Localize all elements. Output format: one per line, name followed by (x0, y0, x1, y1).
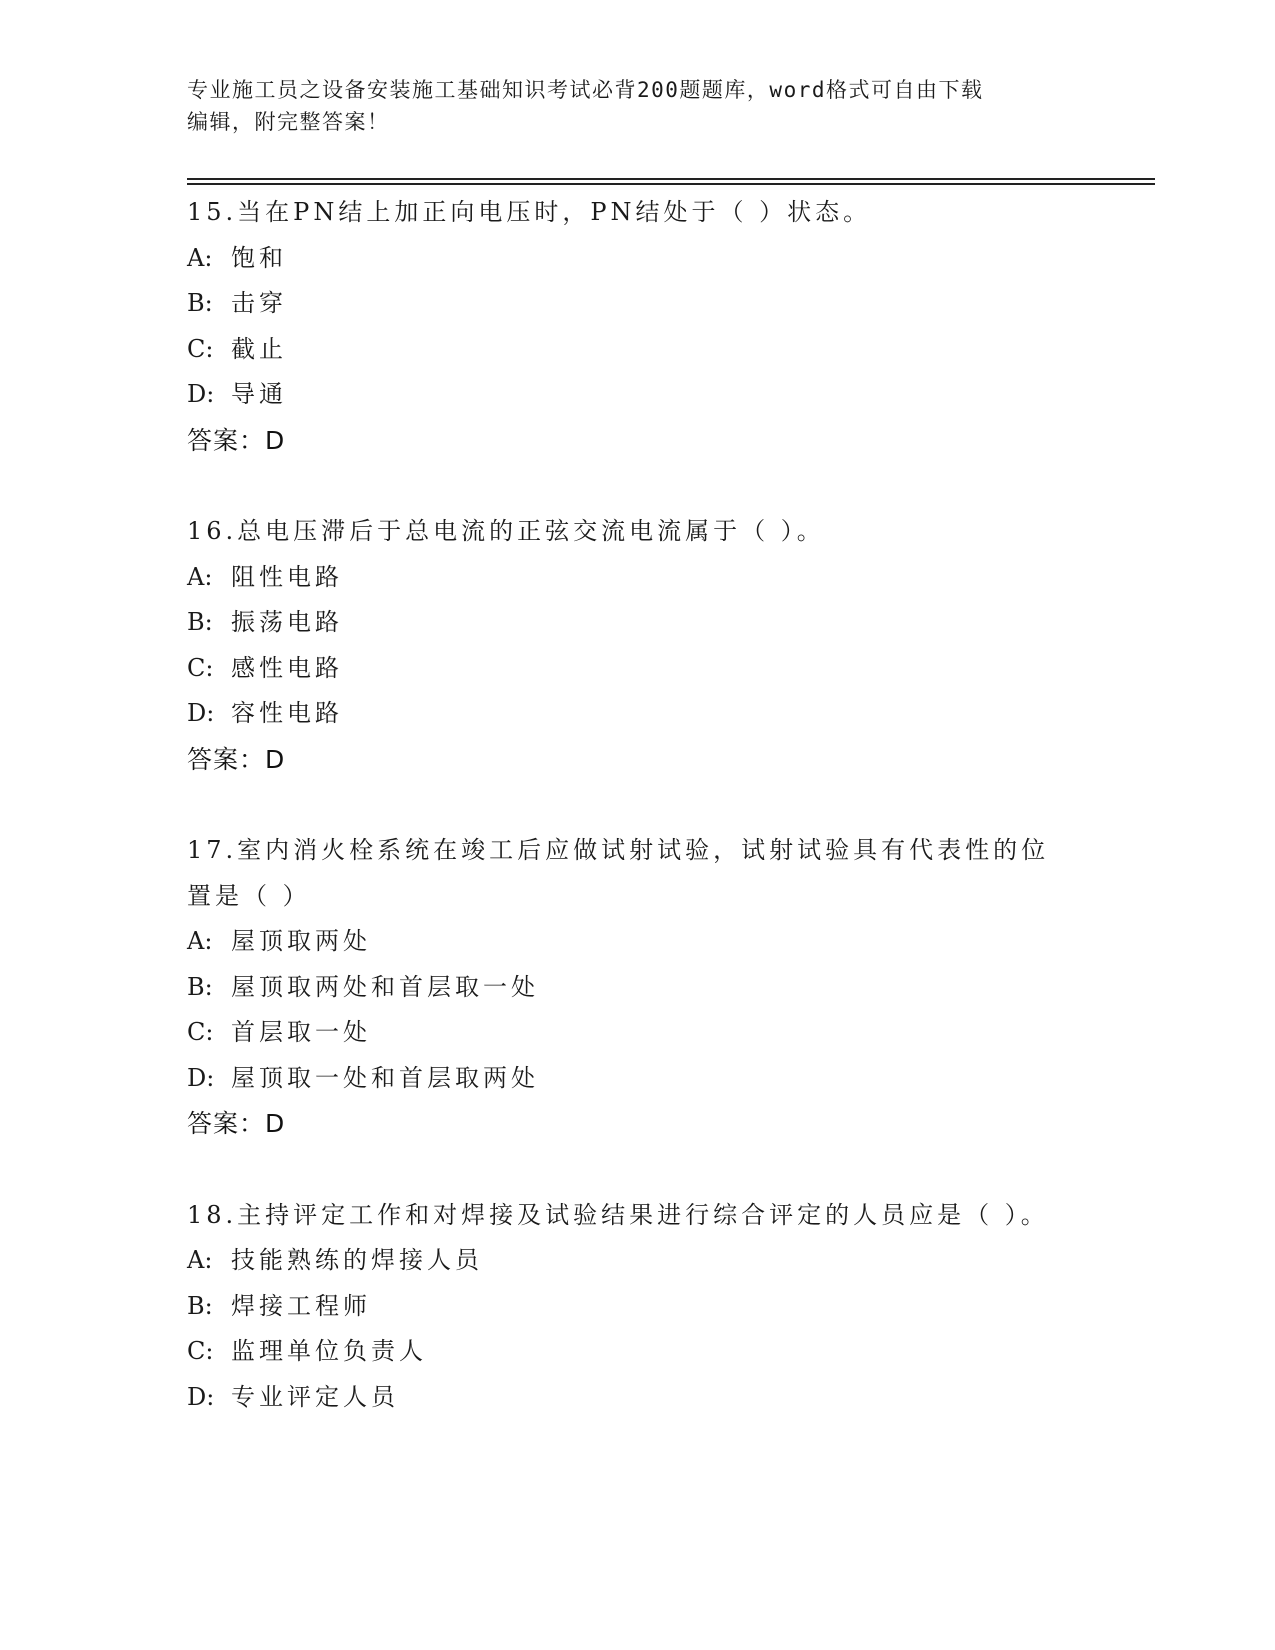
option-c (187, 646, 1087, 692)
option-d (187, 691, 1087, 737)
option-text: 导通 (231, 380, 287, 408)
option-b (187, 965, 1087, 1011)
option-letter: C: (187, 653, 214, 682)
option-letter: D: (187, 380, 215, 408)
option-text: 阻性电路 (231, 562, 343, 591)
question-stem: 18.主持评定工作和对焊接及试验结果进行综合评定的人员应是（ ）。 (187, 1200, 1049, 1229)
header-divider-bottom (187, 183, 1155, 185)
header-divider-top (187, 178, 1155, 180)
option-letter: A: (187, 927, 213, 955)
document-header (187, 74, 1067, 138)
option-b (187, 600, 1087, 646)
option-text: 屋顶取两处和首层取一处 (231, 972, 539, 1001)
option-letter: C: (187, 334, 214, 363)
option-letter: A: (187, 243, 213, 272)
option-text: 容性电路 (231, 699, 343, 727)
option-a (187, 1238, 1087, 1284)
question-15 (187, 190, 1087, 509)
question-stem: 16.总电压滞后于总电流的正弦交流电流属于（ ）。 (187, 517, 825, 545)
option-letter: B: (187, 608, 213, 636)
option-letter: D: (187, 1382, 215, 1411)
question-list (187, 190, 1087, 1420)
option-text: 感性电路 (231, 653, 343, 682)
option-letter: A: (187, 1246, 213, 1274)
option-letter: A: (187, 562, 213, 591)
option-a (187, 555, 1087, 601)
answer-line: 答案：D (187, 425, 286, 455)
option-text: 击穿 (231, 289, 287, 317)
option-a (187, 919, 1087, 965)
option-c (187, 1010, 1087, 1056)
option-letter: C: (187, 1018, 214, 1046)
option-letter: B: (187, 972, 213, 1001)
option-c (187, 327, 1087, 373)
option-text: 焊接工程师 (231, 1291, 371, 1320)
answer-line: 答案：D (187, 1109, 286, 1138)
option-letter: D: (187, 699, 215, 727)
answer-line: 答案：D (187, 744, 286, 774)
option-c (187, 1329, 1087, 1375)
option-text: 饱和 (231, 243, 287, 272)
option-text: 截止 (231, 334, 287, 363)
option-d (187, 372, 1087, 418)
question-17 (187, 828, 1087, 1193)
option-text: 首层取一处 (231, 1018, 371, 1046)
question-stem: 17.室内消火栓系统在竣工后应做试射试验，试射试验具有代表性的位置是（ ） (187, 836, 1050, 910)
question-stem: 15.当在PN结上加正向电压时，PN结处于（ ）状态。 (187, 198, 872, 226)
option-letter: D: (187, 1063, 215, 1092)
option-text: 技能熟练的焊接人员 (231, 1246, 483, 1274)
question-18 (187, 1193, 1087, 1421)
header-title-line-1: 专业施工员之设备安装施工基础知识考试必背200题题库，word格式可自由下载 (187, 78, 984, 102)
option-letter: C: (187, 1337, 214, 1365)
header-title-line-2: 编辑，附完整答案！ (187, 110, 390, 134)
option-letter: B: (187, 1291, 213, 1320)
question-16 (187, 509, 1087, 828)
option-b (187, 1284, 1087, 1330)
option-d (187, 1056, 1087, 1102)
option-text: 专业评定人员 (231, 1382, 399, 1411)
option-letter: B: (187, 289, 213, 317)
option-text: 屋顶取两处 (231, 927, 371, 955)
option-a (187, 236, 1087, 282)
option-text: 屋顶取一处和首层取两处 (231, 1063, 539, 1092)
option-b (187, 281, 1087, 327)
option-text: 监理单位负责人 (231, 1337, 427, 1365)
option-d (187, 1375, 1087, 1421)
option-text: 振荡电路 (231, 608, 343, 636)
